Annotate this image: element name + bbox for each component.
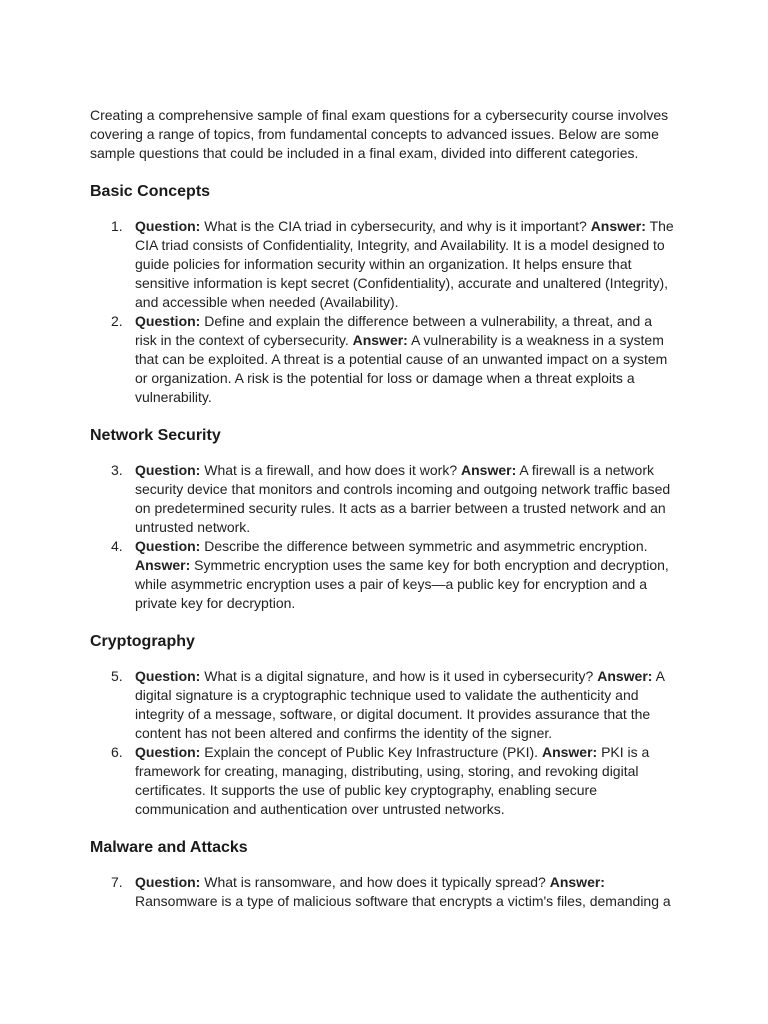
question-label: Question: <box>135 218 201 234</box>
answer-label: Answer: <box>461 462 517 478</box>
list-item <box>90 461 675 537</box>
answer-label: Answer: <box>549 874 605 890</box>
answer-text: A digital signature is a cryptographic technique used to validate the authenticity and integrity of a message, software, or digital document. It provides assurance that the content has not been altered and confirms the identity of the signer. <box>135 668 665 741</box>
question-list <box>90 217 675 407</box>
answer-text: A firewall is a network security device that monitors and controls incoming and outgoing network traffic based on predetermined security rules. It acts as a barrier between a trusted network and an untrusted network. <box>135 462 671 535</box>
item-number: 6. <box>111 744 123 760</box>
question-text: Define and explain the difference between a vulnerability, a threat, and a risk in the context of cybersecurity. <box>135 313 653 348</box>
list-item <box>90 217 675 312</box>
answer-text: The CIA triad consists of Confidentiality, Integrity, and Availability. It is a model designed to guide policies for information security within an organization. It helps ensure that sensitive information is kept secret (Confidentiality), accurate and unaltered (Integrity), and accessible when needed (Availability). <box>135 218 674 310</box>
intro-paragraph: Creating a comprehensive sample of final exam questions for a cybersecurity course involves covering a range of topics, from fundamental concepts to advanced issues. Below are some sample questions that could be included in a final exam, divided into different categories. <box>90 107 669 161</box>
list-item <box>90 312 675 407</box>
question-list <box>90 461 675 613</box>
question-text: Explain the concept of Public Key Infrastructure (PKI). <box>204 744 539 760</box>
answer-text: Ransomware is a type of malicious software that encrypts a victim's files, demanding a <box>135 893 671 909</box>
question-text: What is a firewall, and how does it work? <box>204 462 458 478</box>
answer-label: Answer: <box>590 218 646 234</box>
question-label: Question: <box>135 313 201 329</box>
answer-label: Answer: <box>352 332 408 348</box>
item-number: 4. <box>111 538 123 554</box>
answer-label: Answer: <box>135 557 191 573</box>
section-heading-cryptography: Cryptography <box>90 633 195 650</box>
item-number: 5. <box>111 668 123 684</box>
list-item <box>90 873 675 911</box>
document-body <box>90 106 675 911</box>
question-text: Describe the difference between symmetric and asymmetric encryption. <box>204 538 648 554</box>
question-text: What is ransomware, and how does it typically spread? <box>204 874 546 890</box>
section-heading-basic-concepts: Basic Concepts <box>90 183 211 200</box>
list-item <box>90 667 675 743</box>
item-number: 2. <box>111 313 123 329</box>
answer-text: Symmetric encryption uses the same key for both encryption and decryption, while asymmetric encryption uses a pair of keys—a public key for encryption and a private key for decryption. <box>135 557 669 611</box>
question-label: Question: <box>135 874 201 890</box>
item-number: 1. <box>111 218 123 234</box>
question-list <box>90 667 675 819</box>
question-label: Question: <box>135 668 201 684</box>
question-label: Question: <box>135 538 201 554</box>
answer-label: Answer: <box>597 668 653 684</box>
answer-text: PKI is a framework for creating, managing, distributing, using, storing, and revoking digital certificates. It supports the use of public key cryptography, enabling secure communication and authentication over untrusted networks. <box>135 744 650 817</box>
list-item <box>90 537 675 613</box>
question-label: Question: <box>135 462 201 478</box>
item-number: 3. <box>111 462 123 478</box>
item-number: 7. <box>111 874 123 890</box>
section-heading-malware-and-attacks: Malware and Attacks <box>90 839 248 856</box>
section-heading-network-security: Network Security <box>90 427 221 444</box>
question-text: What is a digital signature, and how is it used in cybersecurity? <box>204 668 594 684</box>
list-item <box>90 743 675 819</box>
answer-label: Answer: <box>541 744 598 760</box>
question-list <box>90 873 675 911</box>
question-text: What is the CIA triad in cybersecurity, and why is it important? <box>204 218 587 234</box>
question-label: Question: <box>135 744 201 760</box>
answer-text: A vulnerability is a weakness in a system that can be exploited. A threat is a potential cause of an unwanted impact on a system or organization. A risk is the potential for loss or damage when a threat exploits a vulnerability. <box>135 332 668 405</box>
